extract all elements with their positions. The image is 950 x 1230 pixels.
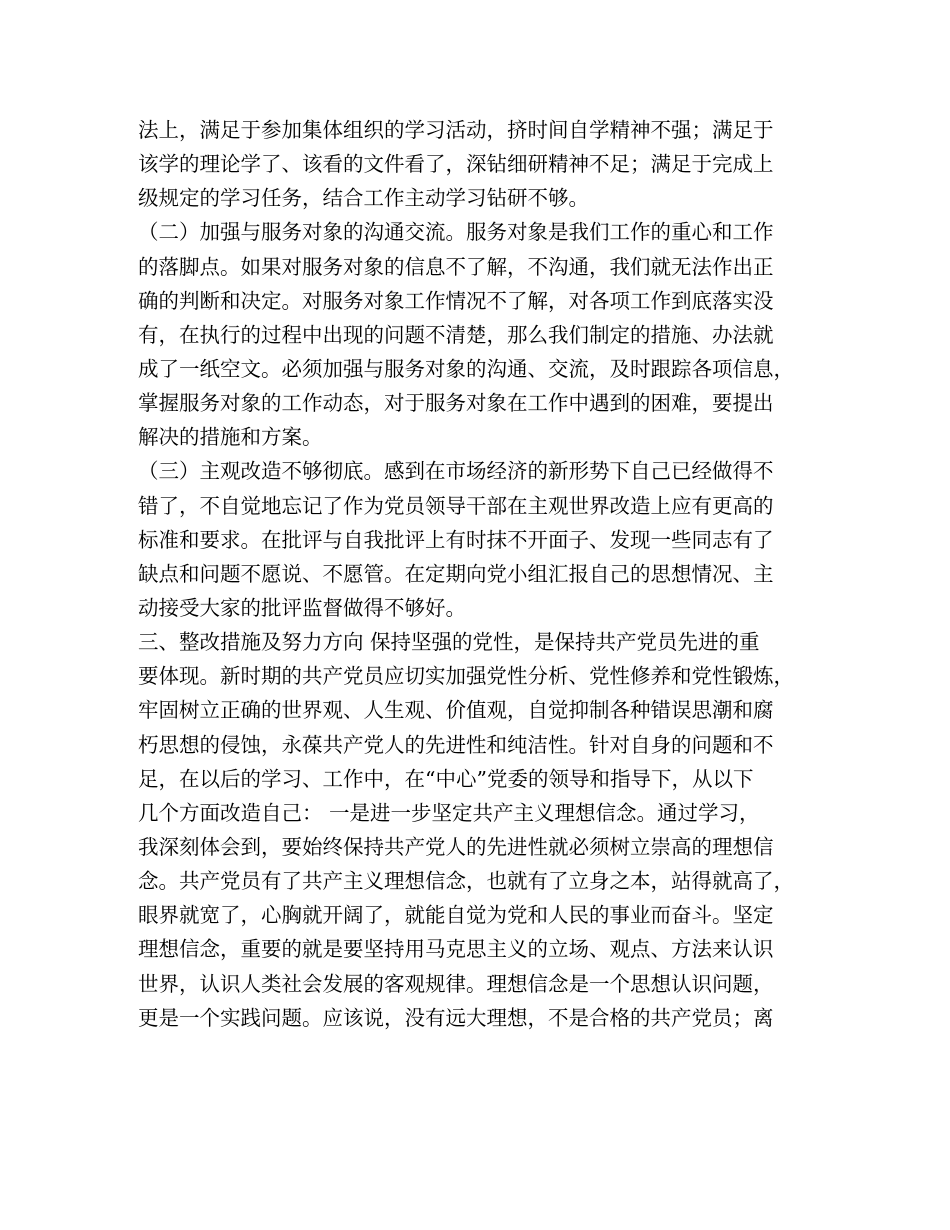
- section-heading-line: （三）主观改造不够彻底。感到在市场经济的新形势下自己已经做得不: [138, 459, 774, 484]
- text-line: 我深刻体会到，要始终保持共产党人的先进性就必须树立崇高的理想信: [138, 834, 774, 859]
- text-line: 确的判断和决定。对服务对象工作情况不了解，对各项工作到底落实没: [138, 288, 774, 313]
- text-line: 有，在执行的过程中出现的问题不清楚，那么我们制定的措施、办法就: [138, 322, 774, 347]
- text-line: 掌握服务对象的工作动态，对于服务对象在工作中遇到的困难，要提出: [138, 391, 774, 416]
- text-line: 动接受大家的批评监督做得不够好。: [138, 595, 466, 620]
- text-line: 眼界就宽了，心胸就开阔了，就能自觉为党和人民的事业而奋斗。坚定: [138, 903, 774, 928]
- text-line: 成了一纸空文。必须加强与服务对象的沟通、交流，及时跟踪各项信息，: [138, 356, 794, 381]
- text-line: 牢固树立正确的世界观、人生观、价值观，自觉抑制各种错误思潮和腐: [138, 698, 774, 723]
- text-line: 世界，认识人类社会发展的客观规律。理想信念是一个思想认识问题，: [138, 971, 774, 996]
- text-line: 几个方面改造自己： 一是进一步坚定共产主义理想信念。通过学习，: [138, 800, 760, 825]
- text-line: 更是一个实践问题。应该说，没有远大理想，不是合格的共产党员；离: [138, 1005, 774, 1030]
- text-line: 足，在以后的学习、工作中，在“中心”党委的领导和指导下，从以下: [138, 766, 754, 791]
- text-line: 级规定的学习任务，结合工作主动学习钻研不够。: [138, 186, 589, 211]
- text-line: 朽思想的侵蚀，永葆共产党人的先进性和纯洁性。针对自身的问题和不: [138, 732, 774, 757]
- text-line: 要体现。新时期的共产党员应切实加强党性分析、党性修养和党性锻炼，: [138, 664, 794, 689]
- text-line: 解决的措施和方案。: [138, 425, 323, 450]
- text-line: 法上，满足于参加集体组织的学习活动，挤时间自学精神不强；满足于: [138, 118, 774, 142]
- text-line: 标准和要求。在批评与自我批评上有时抹不开面子、发现一些同志有了: [138, 527, 774, 552]
- text-line: 理想信念，重要的就是要坚持用马克思主义的立场、观点、方法来认识: [138, 937, 774, 962]
- body-text: [138, 113, 828, 1035]
- section-heading-line: 三、整改措施及努力方向 保持坚强的党性，是保持共产党员先进的重: [138, 630, 760, 655]
- text-line: 的落脚点。如果对服务对象的信息不了解，不沟通，我们就无法作出正: [138, 254, 774, 279]
- text-line: 缺点和问题不愿说、不愿管。在定期向党小组汇报自己的思想情况、主: [138, 561, 774, 586]
- text-line: 该学的理论学了、该看的文件看了，深钻细研精神不足；满足于完成上: [138, 152, 774, 177]
- text-line: 错了，不自觉地忘记了作为党员领导干部在主观世界改造上应有更高的: [138, 493, 774, 518]
- text-line: 念。共产党员有了共产主义理想信念，也就有了立身之本，站得就高了，: [138, 869, 794, 894]
- section-heading-line: （二）加强与服务对象的沟通交流。服务对象是我们工作的重心和工作: [138, 220, 774, 245]
